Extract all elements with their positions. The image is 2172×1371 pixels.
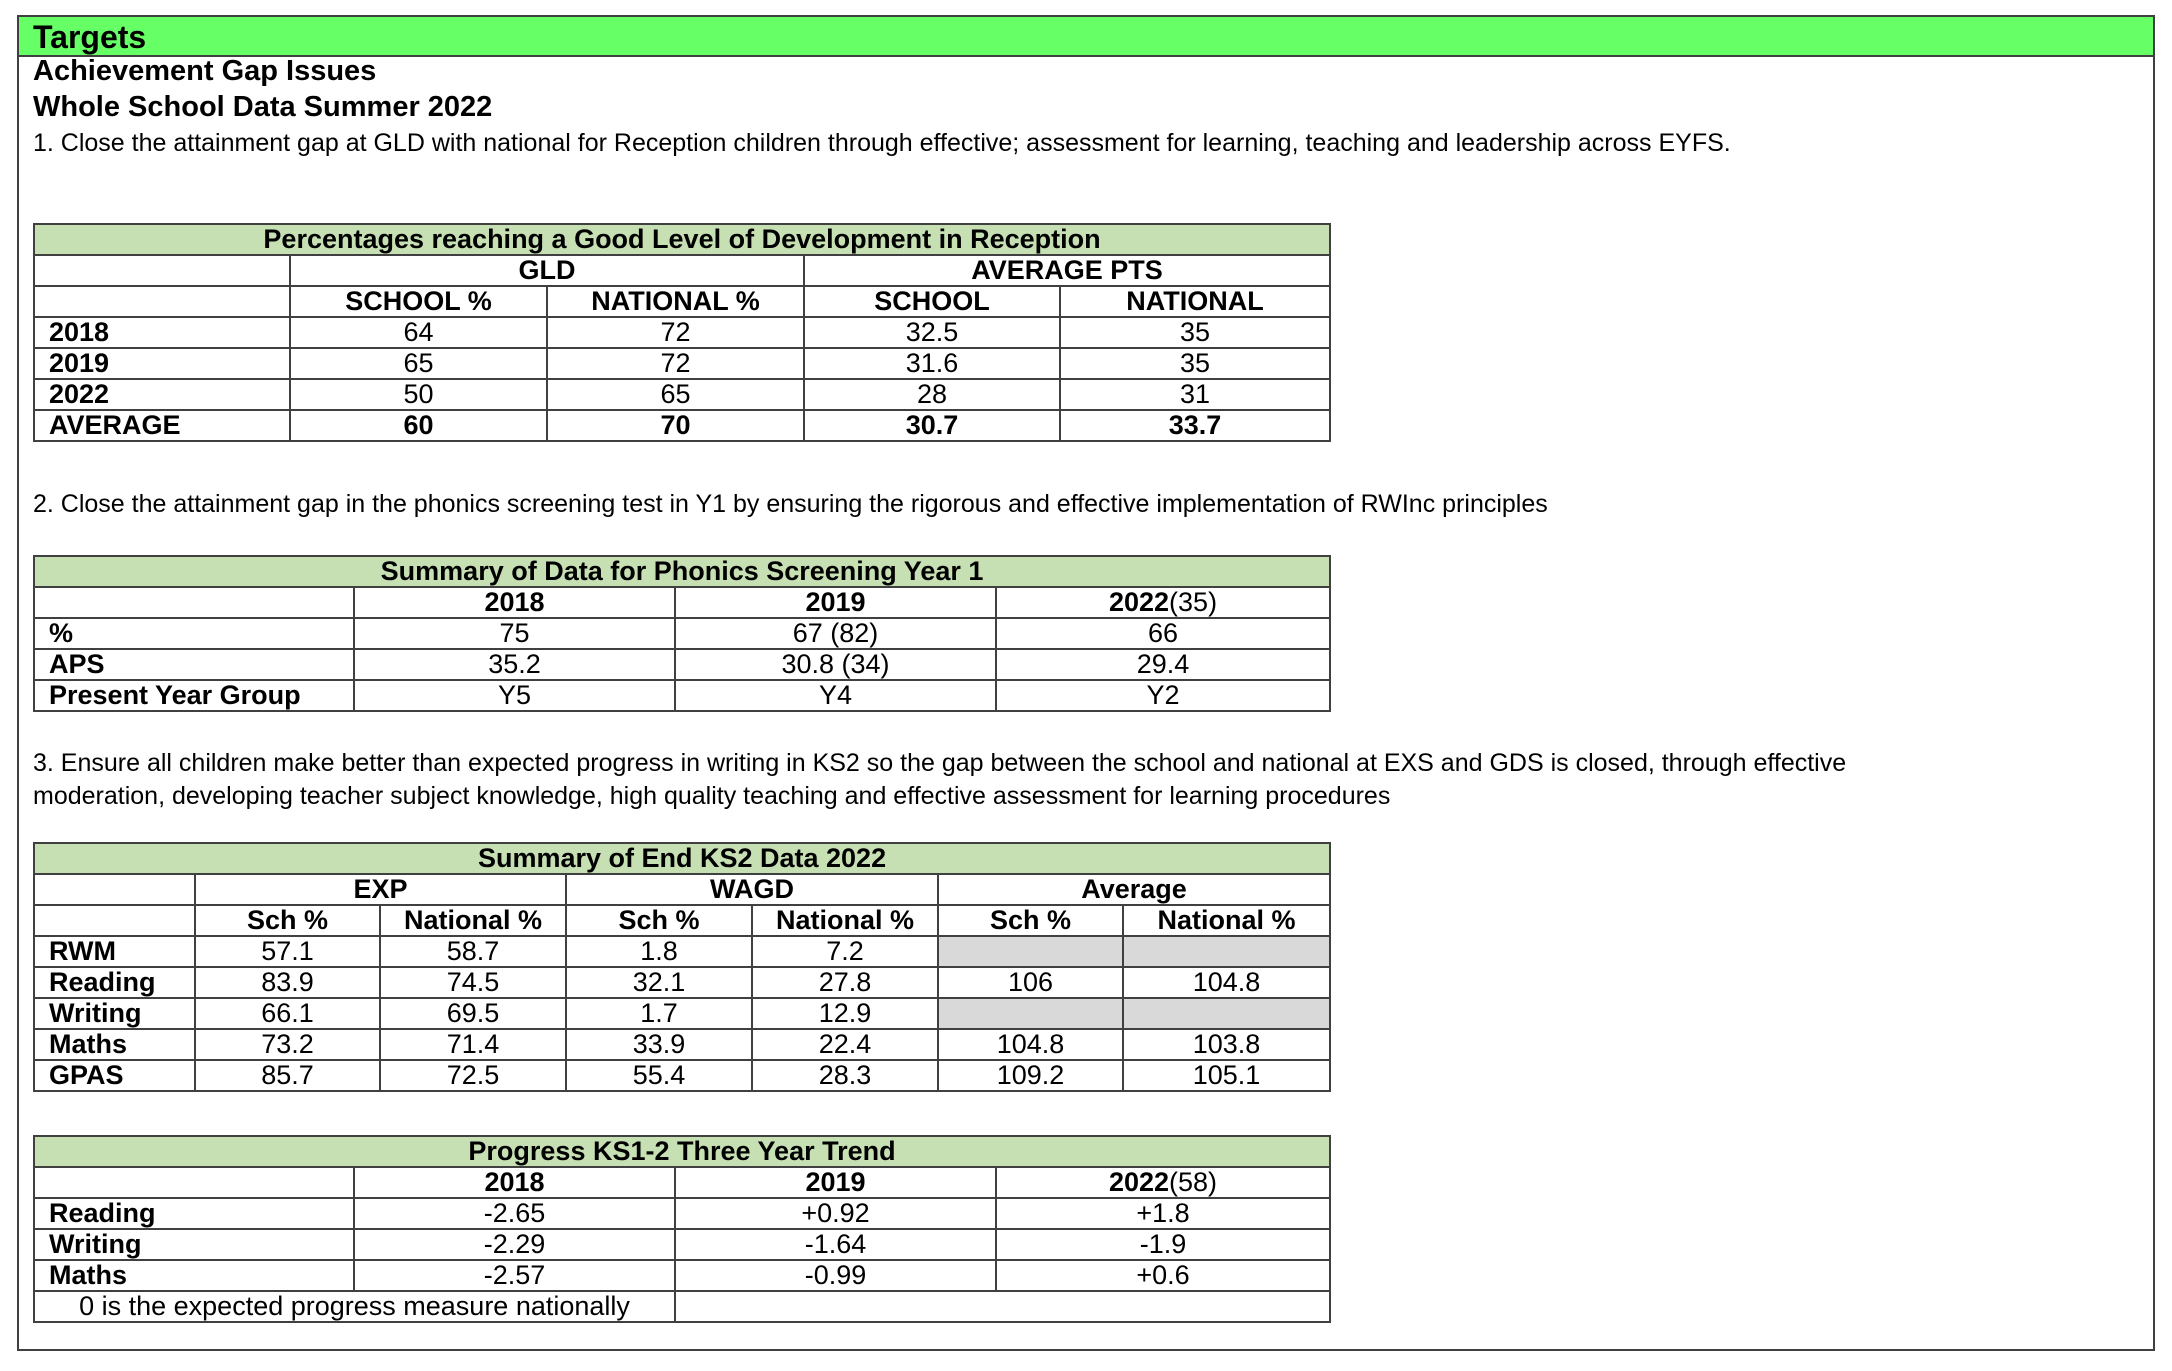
column-header-year: 2022 — [1108, 587, 1170, 617]
table-cell: 103.8 — [1123, 1029, 1330, 1060]
table-cell: 70 — [547, 410, 804, 441]
target-3-text-line-2: moderation, developing teacher subject knowledge, high quality teaching and effective assessment for learning procedures — [33, 782, 1391, 810]
table-cell: 35 — [1060, 317, 1330, 348]
table-row — [34, 1260, 1330, 1291]
table-cell: 104.8 — [938, 1029, 1123, 1060]
table-row — [34, 379, 1330, 410]
column-header: National % — [752, 905, 938, 936]
table-cell: -1.64 — [675, 1229, 996, 1260]
table-cell: 66.1 — [195, 998, 380, 1029]
table-caption-row — [34, 556, 1330, 587]
table-cell: 1.7 — [566, 998, 752, 1029]
table-cell: -2.29 — [354, 1229, 675, 1260]
column-header: Sch % — [938, 905, 1123, 936]
table-cell: -2.65 — [354, 1198, 675, 1229]
table-row — [34, 1029, 1330, 1060]
progress-table-caption: Progress KS1-2 Three Year Trend — [34, 1136, 1330, 1167]
table-cell: 66 — [996, 618, 1330, 649]
group-header-wagd: WAGD — [566, 874, 938, 905]
ks2-table-caption: Summary of End KS2 Data 2022 — [34, 843, 1330, 874]
table-cell: 50 — [290, 379, 547, 410]
group-header-gld: GLD — [290, 255, 804, 286]
column-header-count: (35) — [1169, 587, 1218, 617]
phonics-table-caption: Summary of Data for Phonics Screening Year 1 — [34, 556, 1330, 587]
targets-panel — [17, 15, 2155, 1351]
table-cell: 31.6 — [804, 348, 1060, 379]
table-cell: 27.8 — [752, 967, 938, 998]
table-cell: 7.2 — [752, 936, 938, 967]
table-cell: 72 — [547, 348, 804, 379]
table-cell: 67 (82) — [675, 618, 996, 649]
table-cell: 12.9 — [752, 998, 938, 1029]
row-label: Writing — [34, 1229, 354, 1260]
column-header: Sch % — [195, 905, 380, 936]
table-header-row — [34, 286, 1330, 317]
table-cell: 71.4 — [380, 1029, 566, 1060]
column-header — [996, 1167, 1330, 1198]
table-cell: Y5 — [354, 680, 675, 711]
table-cell: 60 — [290, 410, 547, 441]
table-cell: 69.5 — [380, 998, 566, 1029]
table-group-row — [34, 874, 1330, 905]
column-header: Sch % — [566, 905, 752, 936]
table-cell: 33.7 — [1060, 410, 1330, 441]
table-cell: 57.1 — [195, 936, 380, 967]
table-cell: -0.99 — [675, 1260, 996, 1291]
table-cell: 32.5 — [804, 317, 1060, 348]
table-row — [34, 680, 1330, 711]
table-cell: 105.1 — [1123, 1060, 1330, 1091]
table-cell: 64 — [290, 317, 547, 348]
table-cell-empty — [1123, 998, 1330, 1029]
column-header: 2018 — [354, 1167, 675, 1198]
target-2-text: 2. Close the attainment gap in the phonics screening test in Y1 by ensuring the rigorous and effective implementation of RWInc principles — [33, 490, 1548, 518]
table-cell: 83.9 — [195, 967, 380, 998]
table-cell-empty — [938, 998, 1123, 1029]
table-caption-row — [34, 843, 1330, 874]
table-cell: Y2 — [996, 680, 1330, 711]
table-cell: 35.2 — [354, 649, 675, 680]
heading-whole-school-data: Whole School Data Summer 2022 — [33, 91, 493, 123]
panel-title: Targets — [19, 17, 2153, 57]
table-cell: 65 — [290, 348, 547, 379]
table-cell: 30.8 (34) — [675, 649, 996, 680]
table-cell: 29.4 — [996, 649, 1330, 680]
table-header-row — [34, 1167, 1330, 1198]
progress-table — [33, 1135, 1331, 1323]
table-cell: 74.5 — [380, 967, 566, 998]
row-label: APS — [34, 649, 354, 680]
table-cell-empty — [1123, 936, 1330, 967]
row-label: 2019 — [34, 348, 290, 379]
table-cell: +0.92 — [675, 1198, 996, 1229]
table-cell: 33.9 — [566, 1029, 752, 1060]
column-header: NATIONAL % — [547, 286, 804, 317]
heading-achievement-gap: Achievement Gap Issues — [33, 55, 377, 87]
table-row — [34, 348, 1330, 379]
row-label: AVERAGE — [34, 410, 290, 441]
table-row — [34, 317, 1330, 348]
table-row — [34, 649, 1330, 680]
table-cell: 28 — [804, 379, 1060, 410]
row-label: Present Year Group — [34, 680, 354, 711]
table-cell: 22.4 — [752, 1029, 938, 1060]
group-header-average-pts: AVERAGE PTS — [804, 255, 1330, 286]
row-label: RWM — [34, 936, 195, 967]
row-label: Writing — [34, 998, 195, 1029]
table-cell: 75 — [354, 618, 675, 649]
phonics-table — [33, 555, 1331, 712]
column-header: SCHOOL — [804, 286, 1060, 317]
table-cell-empty — [938, 936, 1123, 967]
table-caption-row — [34, 224, 1330, 255]
table-row — [34, 1229, 1330, 1260]
table-cell: 31 — [1060, 379, 1330, 410]
row-label: % — [34, 618, 354, 649]
table-row — [34, 998, 1330, 1029]
progress-note: 0 is the expected progress measure nationally — [34, 1291, 675, 1322]
ks2-table — [33, 842, 1331, 1092]
column-header: 2018 — [354, 587, 675, 618]
table-header-row — [34, 905, 1330, 936]
table-cell: 30.7 — [804, 410, 1060, 441]
column-header: 2019 — [675, 587, 996, 618]
table-cell: 72 — [547, 317, 804, 348]
table-row — [34, 1060, 1330, 1091]
row-label: GPAS — [34, 1060, 195, 1091]
table-cell: Y4 — [675, 680, 996, 711]
table-cell: 85.7 — [195, 1060, 380, 1091]
table-cell: -2.57 — [354, 1260, 675, 1291]
table-cell: -1.9 — [996, 1229, 1330, 1260]
group-header-average: Average — [938, 874, 1330, 905]
row-label: Maths — [34, 1260, 354, 1291]
table-row — [34, 618, 1330, 649]
table-cell: +0.6 — [996, 1260, 1330, 1291]
table-cell: 72.5 — [380, 1060, 566, 1091]
table-caption-row — [34, 1136, 1330, 1167]
group-header-exp: EXP — [195, 874, 566, 905]
table-cell: 1.8 — [566, 936, 752, 967]
column-header: NATIONAL — [1060, 286, 1330, 317]
row-label: Reading — [34, 1198, 354, 1229]
table-cell: 35 — [1060, 348, 1330, 379]
row-label: 2022 — [34, 379, 290, 410]
table-cell: 58.7 — [380, 936, 566, 967]
table-cell: 65 — [547, 379, 804, 410]
column-header: National % — [380, 905, 566, 936]
table-header-row — [34, 587, 1330, 618]
table-row — [34, 967, 1330, 998]
table-row — [34, 1198, 1330, 1229]
table-group-row — [34, 255, 1330, 286]
table-row — [34, 936, 1330, 967]
target-3-text-line-1: 3. Ensure all children make better than expected progress in writing in KS2 so the gap between the school and national at EXS and GDS is closed, through effective — [33, 749, 1847, 777]
table-cell: 106 — [938, 967, 1123, 998]
column-header: National % — [1123, 905, 1330, 936]
target-1-text: 1. Close the attainment gap at GLD with national for Reception children through effective; assessment for learning, teaching and leadership across EYFS. — [33, 129, 1731, 157]
table-cell: 28.3 — [752, 1060, 938, 1091]
column-header-year: 2022 — [1108, 1167, 1170, 1197]
table-cell: 32.1 — [566, 967, 752, 998]
table-cell: 73.2 — [195, 1029, 380, 1060]
column-header — [996, 587, 1330, 618]
table-note-row — [34, 1291, 1330, 1322]
column-header: 2019 — [675, 1167, 996, 1198]
gld-table-caption: Percentages reaching a Good Level of Development in Reception — [34, 224, 1330, 255]
table-cell: 109.2 — [938, 1060, 1123, 1091]
table-cell: 104.8 — [1123, 967, 1330, 998]
row-label: Reading — [34, 967, 195, 998]
column-header-count: (58) — [1169, 1167, 1218, 1197]
row-label: 2018 — [34, 317, 290, 348]
column-header: SCHOOL % — [290, 286, 547, 317]
row-label: Maths — [34, 1029, 195, 1060]
table-cell: 55.4 — [566, 1060, 752, 1091]
table-cell: +1.8 — [996, 1198, 1330, 1229]
table-row-average — [34, 410, 1330, 441]
gld-table — [33, 223, 1331, 442]
